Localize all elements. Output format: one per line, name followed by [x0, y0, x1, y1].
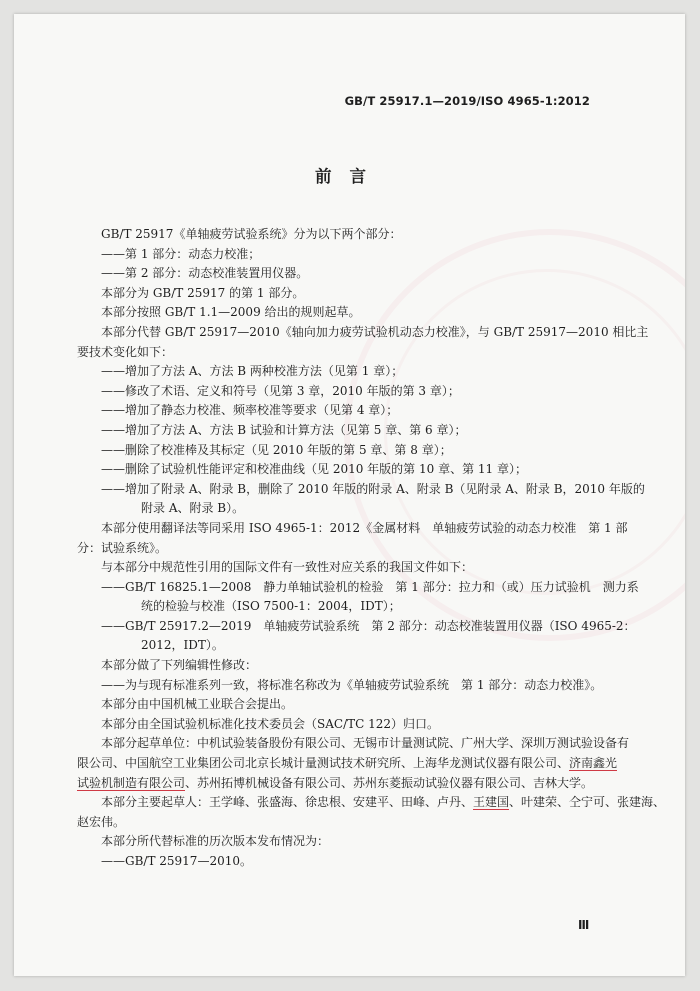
text-line: 本部分起草单位：中机试验装备股份有限公司、无锡市计量测试院、广州大学、深圳万测试验设备有 — [101, 736, 630, 751]
text-line: 本部分由全国试验机标准化技术委员会（SAC/TC 122）归口。 — [101, 716, 440, 731]
text-line: 统的检验与校准（ISO 7500-1：2004，IDT）； — [141, 599, 401, 614]
text-line: 本部分做了下列编辑性修改： — [101, 658, 258, 673]
text-line: ——第 2 部分：动态校准装置用仪器。 — [101, 266, 309, 281]
text-line: 分：试验系统》。 — [77, 540, 168, 555]
text-line: ——删除了试验机性能评定和校准曲线（见 2010 年版的第 10 章、第 11 章）； — [101, 462, 527, 477]
text-line: 与本部分中规范性引用的国际文件有一致性对应关系的我国文件如下： — [101, 560, 474, 575]
document-body — [77, 225, 666, 872]
text-line — [77, 793, 666, 813]
text-line: ——GB/T 25917.2—2019 单轴疲劳试验系统 第 2 部分：动态校准装置用仪器（ISO 4965-2： — [101, 618, 636, 633]
text-line: 本部分所代替标准的历次版本发布情况为： — [101, 834, 330, 849]
text-line: ——删除了校准棒及其标定（见 2010 年版的第 5 章、第 8 章）； — [101, 442, 452, 457]
underlined-text: 王建国 — [473, 795, 510, 810]
text-line: ——增加了静态力校准、频率校准等要求（见第 4 章）； — [101, 403, 399, 418]
text-segment: 限公司、中国航空工业集团公司北京长城计量测试技术研究所、上海华龙测试仪器有限公司、 — [77, 756, 570, 771]
text-line: ——GB/T 25917—2010。 — [101, 854, 252, 868]
text-line: 本部分按照 GB/T 1.1—2009 给出的规则起草。 — [101, 305, 361, 320]
text-line: 本部分为 GB/T 25917 的第 1 部分。 — [101, 285, 305, 300]
text-segment: 本部分主要起草人：王学峰、张盛海、徐忠根、安建平、田峰、卢丹、 — [101, 795, 474, 810]
text-line: 本部分代替 GB/T 25917—2010《轴向加力疲劳试验机动态力校准》，与 GB/T 25917—2010 相比主 — [101, 324, 649, 339]
document-page — [14, 14, 685, 976]
underlined-text: 济南鑫光 — [569, 756, 618, 771]
text-line: ——第 1 部分：动态力校准； — [101, 246, 261, 261]
text-line: 要技术变化如下： — [77, 344, 174, 359]
page-number: Ⅲ — [578, 918, 590, 932]
page-title: 前言 — [315, 167, 384, 186]
text-line: ——增加了附录 A、附录 B，删除了 2010 年版的附录 A、附录 B（见附录 A、附录 B，2010 年版的 — [101, 481, 645, 496]
text-segment: 、叶建荣、仝宁可、张建海、 — [509, 795, 666, 810]
text-segment: 、苏州拓博机械设备有限公司、苏州东菱振动试验仪器有限公司、吉林大学。 — [185, 775, 594, 790]
underlined-text: 试验机制造有限公司 — [77, 775, 186, 790]
text-line: GB/T 25917《单轴疲劳试验系统》分为以下两个部分： — [101, 227, 402, 241]
text-line: 本部分由中国机械工业联合会提出。 — [101, 697, 294, 712]
text-line — [77, 774, 617, 794]
text-line: 附录 A、附录 B）。 — [141, 501, 245, 516]
text-line: ——增加了方法 A、方法 B 试验和计算方法（见第 5 章、第 6 章）； — [101, 422, 467, 437]
text-line: ——增加了方法 A、方法 B 两种校准方法（见第 1 章）； — [101, 364, 404, 379]
text-line: ——修改了术语、定义和符号（见第 3 章，2010 年版的第 3 章）； — [101, 383, 460, 398]
text-line — [77, 754, 617, 774]
standard-number: GB/T 25917.1—2019/ISO 4965-1:2012 — [344, 94, 590, 108]
text-line: 赵宏伟。 — [77, 814, 126, 829]
text-line: 本部分使用翻译法等同采用 ISO 4965-1：2012《金属材料 单轴疲劳试验的动态力校准 第 1 部 — [101, 520, 628, 535]
text-line: 2012，IDT）。 — [141, 638, 224, 653]
text-line: ——为与现有标准系列一致，将标准名称改为《单轴疲劳试验系统 第 1 部分：动态力校准》。 — [101, 677, 603, 692]
text-line: ——GB/T 16825.1—2008 静力单轴试验机的检验 第 1 部分：拉力和（或）压力试验机 测力系 — [101, 579, 639, 594]
